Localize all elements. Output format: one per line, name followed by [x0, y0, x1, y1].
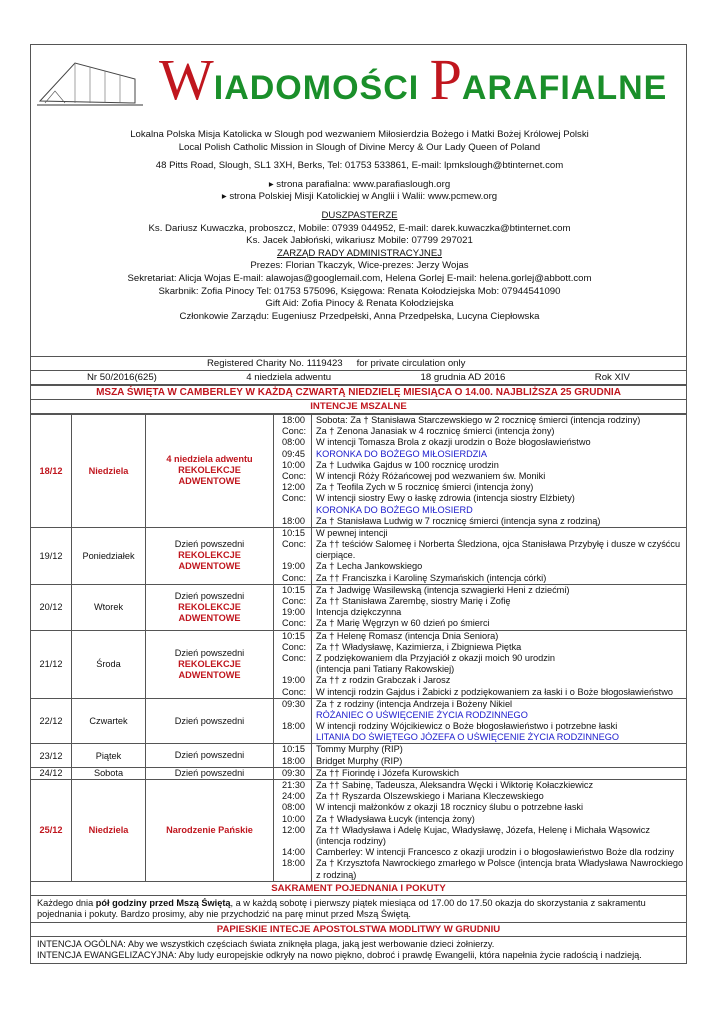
mass-time: Conc:	[282, 686, 307, 697]
mass-time: 21:30	[282, 780, 305, 790]
intention-line: Za † Krzysztofa Nawrockiego zmarłego w Polsce (intencja brata Władysława Nawrockiego	[316, 858, 684, 869]
mass-time: 18:00	[282, 515, 305, 526]
intention-line: Camberley: W intencji Francesco z okazji urodzin i o błogosławieństwo Boże dla rodziny	[316, 847, 674, 858]
title-word-two: ARAFIALNE	[461, 69, 668, 107]
mass-time: 19:00	[282, 561, 305, 572]
day-times	[274, 415, 312, 528]
title-initial-p: P	[429, 47, 462, 112]
occasion-note: REKOLEKCJE ADWENTOWE	[178, 658, 241, 680]
circulation-note: for private circulation only	[356, 358, 466, 369]
intention-line: Za † Teofila Zych w 5 rocznicę śmierci (intencja żony)	[316, 482, 534, 493]
title-initial-w: W	[159, 47, 214, 112]
mass-time: Conc:	[282, 426, 307, 437]
intention-line: Za †† Władysławę, Kazimierza, i Zbigniewa Piętka	[316, 641, 522, 652]
intention-line: (intencja pani Tatiany Rakowskiej)	[316, 664, 455, 675]
intention-line: Za †† Stanisława Zarembę, siostry Marię i Zofię	[316, 596, 511, 606]
intention-line: Z podziękowaniem dla Przyjaciół z okazji moich 90 urodzin	[316, 652, 555, 663]
mass-time: 14:00	[282, 847, 305, 858]
intention-line: Za † z rodziny (intencja Andrzeja i Bożeny Nikiel	[316, 698, 513, 709]
day-row	[31, 698, 687, 744]
intention-line: Za †† Ryszarda Olszewskiego i Mariana Kleczewskiego	[316, 791, 544, 802]
intentions-heading: INTENCJE MSZALNE	[30, 400, 687, 414]
intention-line: Za † Władysława Łucyk (intencja żony)	[316, 813, 475, 824]
address-line: 48 Pitts Road, Slough, SL1 3XH, Berks, Tel: 01753 533861, E-mail: lpmkslough@btinternet.com	[155, 160, 564, 172]
evangelization-intention: INTENCJA EWANGELIZACYJNA: Aby ludy europejskie odkryły na nowo piękno, dobroć i prawdę Ewangelii, która napełnia życie radością i nadzieją.	[37, 950, 642, 961]
parish-priest: Ks. Dariusz Kuwaczka, proboszcz, Mobile: 07939 044952, E-mail: darek.kuwaczka@btinternet.com	[148, 222, 571, 234]
day-occasion	[146, 767, 274, 779]
church-illustration	[35, 51, 145, 111]
papal-intentions	[30, 937, 687, 964]
intention-line: Za † Stanisława Ludwig w 7 rocznicę śmierci (intencja syna z rodziną)	[316, 515, 601, 526]
mission-name-pl: Lokalna Polska Misja Katolicka w Slough pod wezwaniem Miłosierdzia Bożego i Matki Bożej Królowej Polski	[130, 129, 589, 140]
day-occasion	[146, 527, 274, 584]
intention-line: Tommy Murphy (RIP)	[316, 744, 403, 755]
mass-time: 19:00	[282, 607, 305, 618]
mass-time: 10:15	[282, 527, 305, 538]
occasion-note: REKOLEKCJE ADWENTOWE	[178, 465, 241, 487]
intention-line: W intencji rodzin Gajdus i Żabicki z podziękowaniem za łaski i o Boże błogosławieństwo	[316, 686, 673, 697]
issue-row	[30, 371, 687, 385]
mass-time	[282, 870, 311, 881]
intention-line: z rodziną)	[316, 869, 357, 880]
confession-text-line2: pojednania i pokuty. Bardzo prosimy, aby nie przychodzić na parę minut przed Mszą Świętą.	[37, 908, 411, 919]
day-weekday: Wtorek	[72, 584, 146, 630]
clergy-heading: DUSZPASTERZE	[321, 209, 398, 221]
mass-time: 09:30	[282, 698, 305, 709]
mass-time: 12:00	[282, 824, 305, 835]
issue-info	[30, 357, 687, 414]
intention-line: Za †† Franciszka i Karolinę Szymańskich (intencja córki)	[316, 572, 547, 583]
day-occasion	[146, 780, 274, 882]
day-intentions	[312, 780, 687, 882]
occasion-name: 4 niedziela adwentu	[166, 454, 253, 465]
intention-line: W intencji Róży Różańcowej pod wezwaniem św. Moniki	[316, 470, 546, 481]
day-intentions	[312, 767, 687, 779]
mass-time: 08:00	[282, 437, 305, 448]
mass-time: Conc:	[282, 493, 307, 504]
day-occasion	[146, 415, 274, 528]
intention-line: Za † Zenona Janasiak w 4 rocznicę śmierci (intencja żony)	[316, 426, 555, 437]
camberley-banner: MSZA ŚWIĘTA W CAMBERLEY W KAŻDĄ CZWARTĄ NIEDZIELĘ MIESIĄCA O 14.00. NAJBLIŻSZA 25 GRUDNIA	[30, 385, 687, 400]
confession-heading: SAKRAMENT POJEDNANIA I POKUTY	[30, 882, 687, 896]
intention-line: Sobota: Za † Stanisława Starczewskiego w 2 rocznicę śmierci (intencja rodziny)	[316, 415, 641, 425]
day-row	[31, 767, 687, 779]
day-weekday: Poniedziałek	[72, 527, 146, 584]
day-times	[274, 527, 312, 584]
day-row	[31, 780, 687, 882]
day-times	[274, 744, 312, 767]
day-date: 23/12	[31, 744, 72, 767]
mass-time: 18:00	[282, 415, 305, 425]
mass-time: 10:00	[282, 459, 305, 470]
day-row	[31, 744, 687, 767]
day-intentions	[312, 415, 687, 528]
occasion-name: Dzień powszedni	[174, 750, 245, 761]
day-intentions	[312, 584, 687, 630]
day-times	[274, 698, 312, 744]
mass-time	[282, 732, 311, 743]
day-times	[274, 767, 312, 779]
board-heading: ZARZĄD RADY ADMINISTRACYJNEJ	[276, 247, 443, 259]
intention-line: (intencja rodziny)	[316, 835, 386, 846]
bulletin-page	[30, 44, 687, 964]
day-occasion	[146, 698, 274, 744]
mass-time: Conc:	[282, 652, 307, 663]
mass-time	[282, 836, 311, 847]
general-intention: INTENCJA OGÓLNA: Aby we wszystkich częściach świata zniknęła plaga, jaką jest werbowanie dzieci żołnierzy.	[37, 939, 495, 950]
mass-time: 18:00	[282, 755, 305, 766]
day-row	[31, 415, 687, 528]
mass-time: 10:00	[282, 813, 305, 824]
day-times	[274, 584, 312, 630]
mass-time: Conc:	[282, 572, 307, 583]
day-intentions	[312, 527, 687, 584]
intention-line: W intencji rodziny Wójcikiewicz o Boże błogosławieństwo i potrzebne łaski	[316, 721, 618, 732]
occasion-name: Narodzenie Pańskie	[166, 824, 253, 835]
mass-time: 10:15	[282, 630, 305, 641]
board-treasurer: Skarbnik: Zofia Pinocy Tel: 01753 575096, Księgowa: Renata Kołodziejska Mob: 07944541090	[158, 285, 561, 297]
occasion-note: REKOLEKCJE ADWENTOWE	[178, 550, 241, 572]
intention-line: cierpiące.	[316, 550, 356, 561]
mass-time: 19:00	[282, 675, 305, 686]
day-occasion	[146, 584, 274, 630]
intention-line: Za †† teściów Salomeę i Norberta Śledziona, ojca Stanisława Przybyłę i dusze w czyśćcu	[316, 539, 681, 550]
day-date: 22/12	[31, 698, 72, 744]
papal-heading: PAPIESKIE INTECJE APOSTOLSTWA MODLITWY W GRUDNIU	[30, 923, 687, 937]
mass-time: 09:30	[282, 767, 305, 778]
intention-line: KORONKA DO BOŻEGO MIŁOSIERD	[316, 504, 473, 515]
board-members: Członkowie Zarządu: Eugeniusz Przedpełski, Anna Przedpełska, Lucyna Ciepłowska	[179, 310, 540, 322]
day-intentions	[312, 698, 687, 744]
contact-block	[31, 129, 688, 323]
mass-time: 09:45	[282, 448, 305, 459]
day-weekday: Sobota	[72, 767, 146, 779]
intention-line: LITANIA DO ŚWIĘTEGO JÓZEFA O UŚWIĘCENIE ŻYCIA RODZINNEGO	[316, 732, 620, 743]
pcmew-website-link[interactable]: ▸ strona Polskiej Misji Katolickiej w Anglii i Walii: www.pcmew.org	[221, 191, 498, 203]
mission-name-en: Local Polish Catholic Mission in Slough of Divine Mercy & Our Lady Queen of Poland	[178, 141, 541, 153]
day-occasion	[146, 744, 274, 767]
masthead-title	[159, 49, 667, 119]
occasion-name: Dzień powszedni	[174, 539, 245, 550]
parish-website-link[interactable]: ▸ strona parafialna: www.parafiaslough.org	[268, 178, 451, 190]
intention-line: Za † Lecha Jankowskiego	[316, 561, 423, 572]
day-row	[31, 527, 687, 584]
board-president: Prezes: Florian Tkaczyk, Wice-prezes: Jerzy Wojas	[250, 260, 469, 272]
day-date: 20/12	[31, 584, 72, 630]
confession-text-bold: pół godziny przed Mszą Świętą	[95, 897, 231, 908]
confession-text	[30, 896, 687, 923]
day-times	[274, 630, 312, 698]
intention-line: Za †† z rodzin Grabczak i Jarosz	[316, 675, 451, 686]
day-date: 18/12	[31, 415, 72, 528]
day-date: 24/12	[31, 767, 72, 779]
mass-time: Conc:	[282, 618, 307, 629]
intention-line: W intencji małżonków z okazji 18 rocznicy ślubu o potrzebne łaski	[316, 802, 584, 813]
day-times	[274, 780, 312, 882]
intention-line: Za † Ludwika Gajdus w 100 rocznicę urodzin	[316, 459, 499, 470]
intention-line: RÓŻANIEC O UŚWIĘCENIE ŻYCIA RODZINNEGO	[316, 709, 528, 720]
charity-number: Registered Charity No. 1119423	[207, 358, 343, 369]
vicar: Ks. Jacek Jabłoński, wikariusz Mobile: 07799 297021	[246, 235, 473, 247]
day-weekday: Czwartek	[72, 698, 146, 744]
mass-time: Conc:	[282, 596, 307, 606]
day-row	[31, 584, 687, 630]
intention-line: Za †† Fiorindę i Józefa Kurowskich	[316, 767, 459, 778]
intention-line: Za † Marię Węgrzyn w 60 dzień po śmierci	[316, 618, 490, 629]
gift-aid: Gift Aid: Zofia Pinocy & Renata Kołodziejska	[265, 298, 454, 310]
mass-time	[282, 710, 311, 721]
mass-intentions-table	[30, 414, 687, 882]
day-intentions	[312, 744, 687, 767]
masthead	[30, 44, 687, 357]
issue-date: 18 grudnia AD 2016	[420, 372, 506, 383]
day-weekday: Niedziela	[72, 780, 146, 882]
mass-time: 08:00	[282, 802, 305, 813]
title-word-one: IADOMOŚCI	[213, 69, 430, 107]
occasion-name: Dzień powszedni	[174, 647, 245, 658]
mass-time	[282, 505, 311, 516]
intention-line: W pewnej intencji	[316, 527, 388, 538]
intention-line: W intencji Tomasza Brola z okazji urodzin o Boże błogosławieństwo	[316, 437, 591, 448]
mass-time	[282, 664, 311, 675]
day-weekday: Niedziela	[72, 415, 146, 528]
issue-number: Nr 50/2016(625)	[87, 372, 157, 383]
charity-row	[30, 357, 687, 371]
day-date: 25/12	[31, 780, 72, 882]
day-date: 19/12	[31, 527, 72, 584]
occasion-note: REKOLEKCJE ADWENTOWE	[178, 601, 241, 623]
day-weekday: Środa	[72, 630, 146, 698]
intention-line: Bridget Murphy (RIP)	[316, 755, 403, 766]
intention-line: Za † Jadwigę Wasilewską (intencja szwagierki Heni z dziećmi)	[316, 584, 570, 595]
mass-time: 24:00	[282, 791, 305, 802]
intention-line: Za †† Władysława i Adelę Kujac, Władysławę, Józefa, Helenę i Michała Wąsowicz	[316, 824, 650, 835]
intention-line: Za †† Sabinę, Tadeusza, Aleksandra Węcki i Wiktorię Kołaczkiewicz	[316, 780, 594, 790]
intention-line: KORONKA DO BOŻEGO MIŁOSIERDZIA	[316, 448, 488, 459]
mass-time: Conc:	[282, 470, 307, 481]
mass-time: 18:00	[282, 721, 305, 732]
mass-time: 10:15	[282, 584, 305, 595]
mass-time: 10:15	[282, 744, 305, 755]
mass-time: 12:00	[282, 482, 305, 493]
mass-time	[282, 550, 311, 561]
issue-year: Rok XIV	[594, 372, 630, 383]
day-row	[31, 630, 687, 698]
confession-text-pre: Każdego dnia	[37, 897, 96, 908]
day-weekday: Piątek	[72, 744, 146, 767]
occasion-name: Dzień powszedni	[174, 715, 245, 726]
intention-line: Intencja dziękczynna	[316, 607, 402, 618]
day-occasion	[146, 630, 274, 698]
intention-line: Za † Helenę Romasz (intencja Dnia Seniora)	[316, 630, 499, 641]
occasion-name: Dzień powszedni	[174, 767, 245, 778]
mass-time: Conc:	[282, 539, 307, 550]
board-secretary: Sekretariat: Alicja Wojas E-mail: alawojas@googlemail.com, Helena Gorlej E-mail: helena.gorlej@abbott.com	[127, 272, 592, 284]
liturgical-sunday: 4 niedziela adwentu	[246, 372, 332, 383]
mass-time: 18:00	[282, 858, 305, 869]
occasion-name: Dzień powszedni	[174, 590, 245, 601]
day-intentions	[312, 630, 687, 698]
confession-text-post: , a w każdą sobotę i pierwszy piątek miesiąca od 17.00 do 17.50 okazja do skorzystania z sakramentu	[230, 897, 646, 908]
day-date: 21/12	[31, 630, 72, 698]
mass-time: Conc:	[282, 641, 307, 652]
intention-line: W intencji siostry Ewy o łaskę zdrowia (intencja siostry Elżbiety)	[316, 493, 575, 504]
